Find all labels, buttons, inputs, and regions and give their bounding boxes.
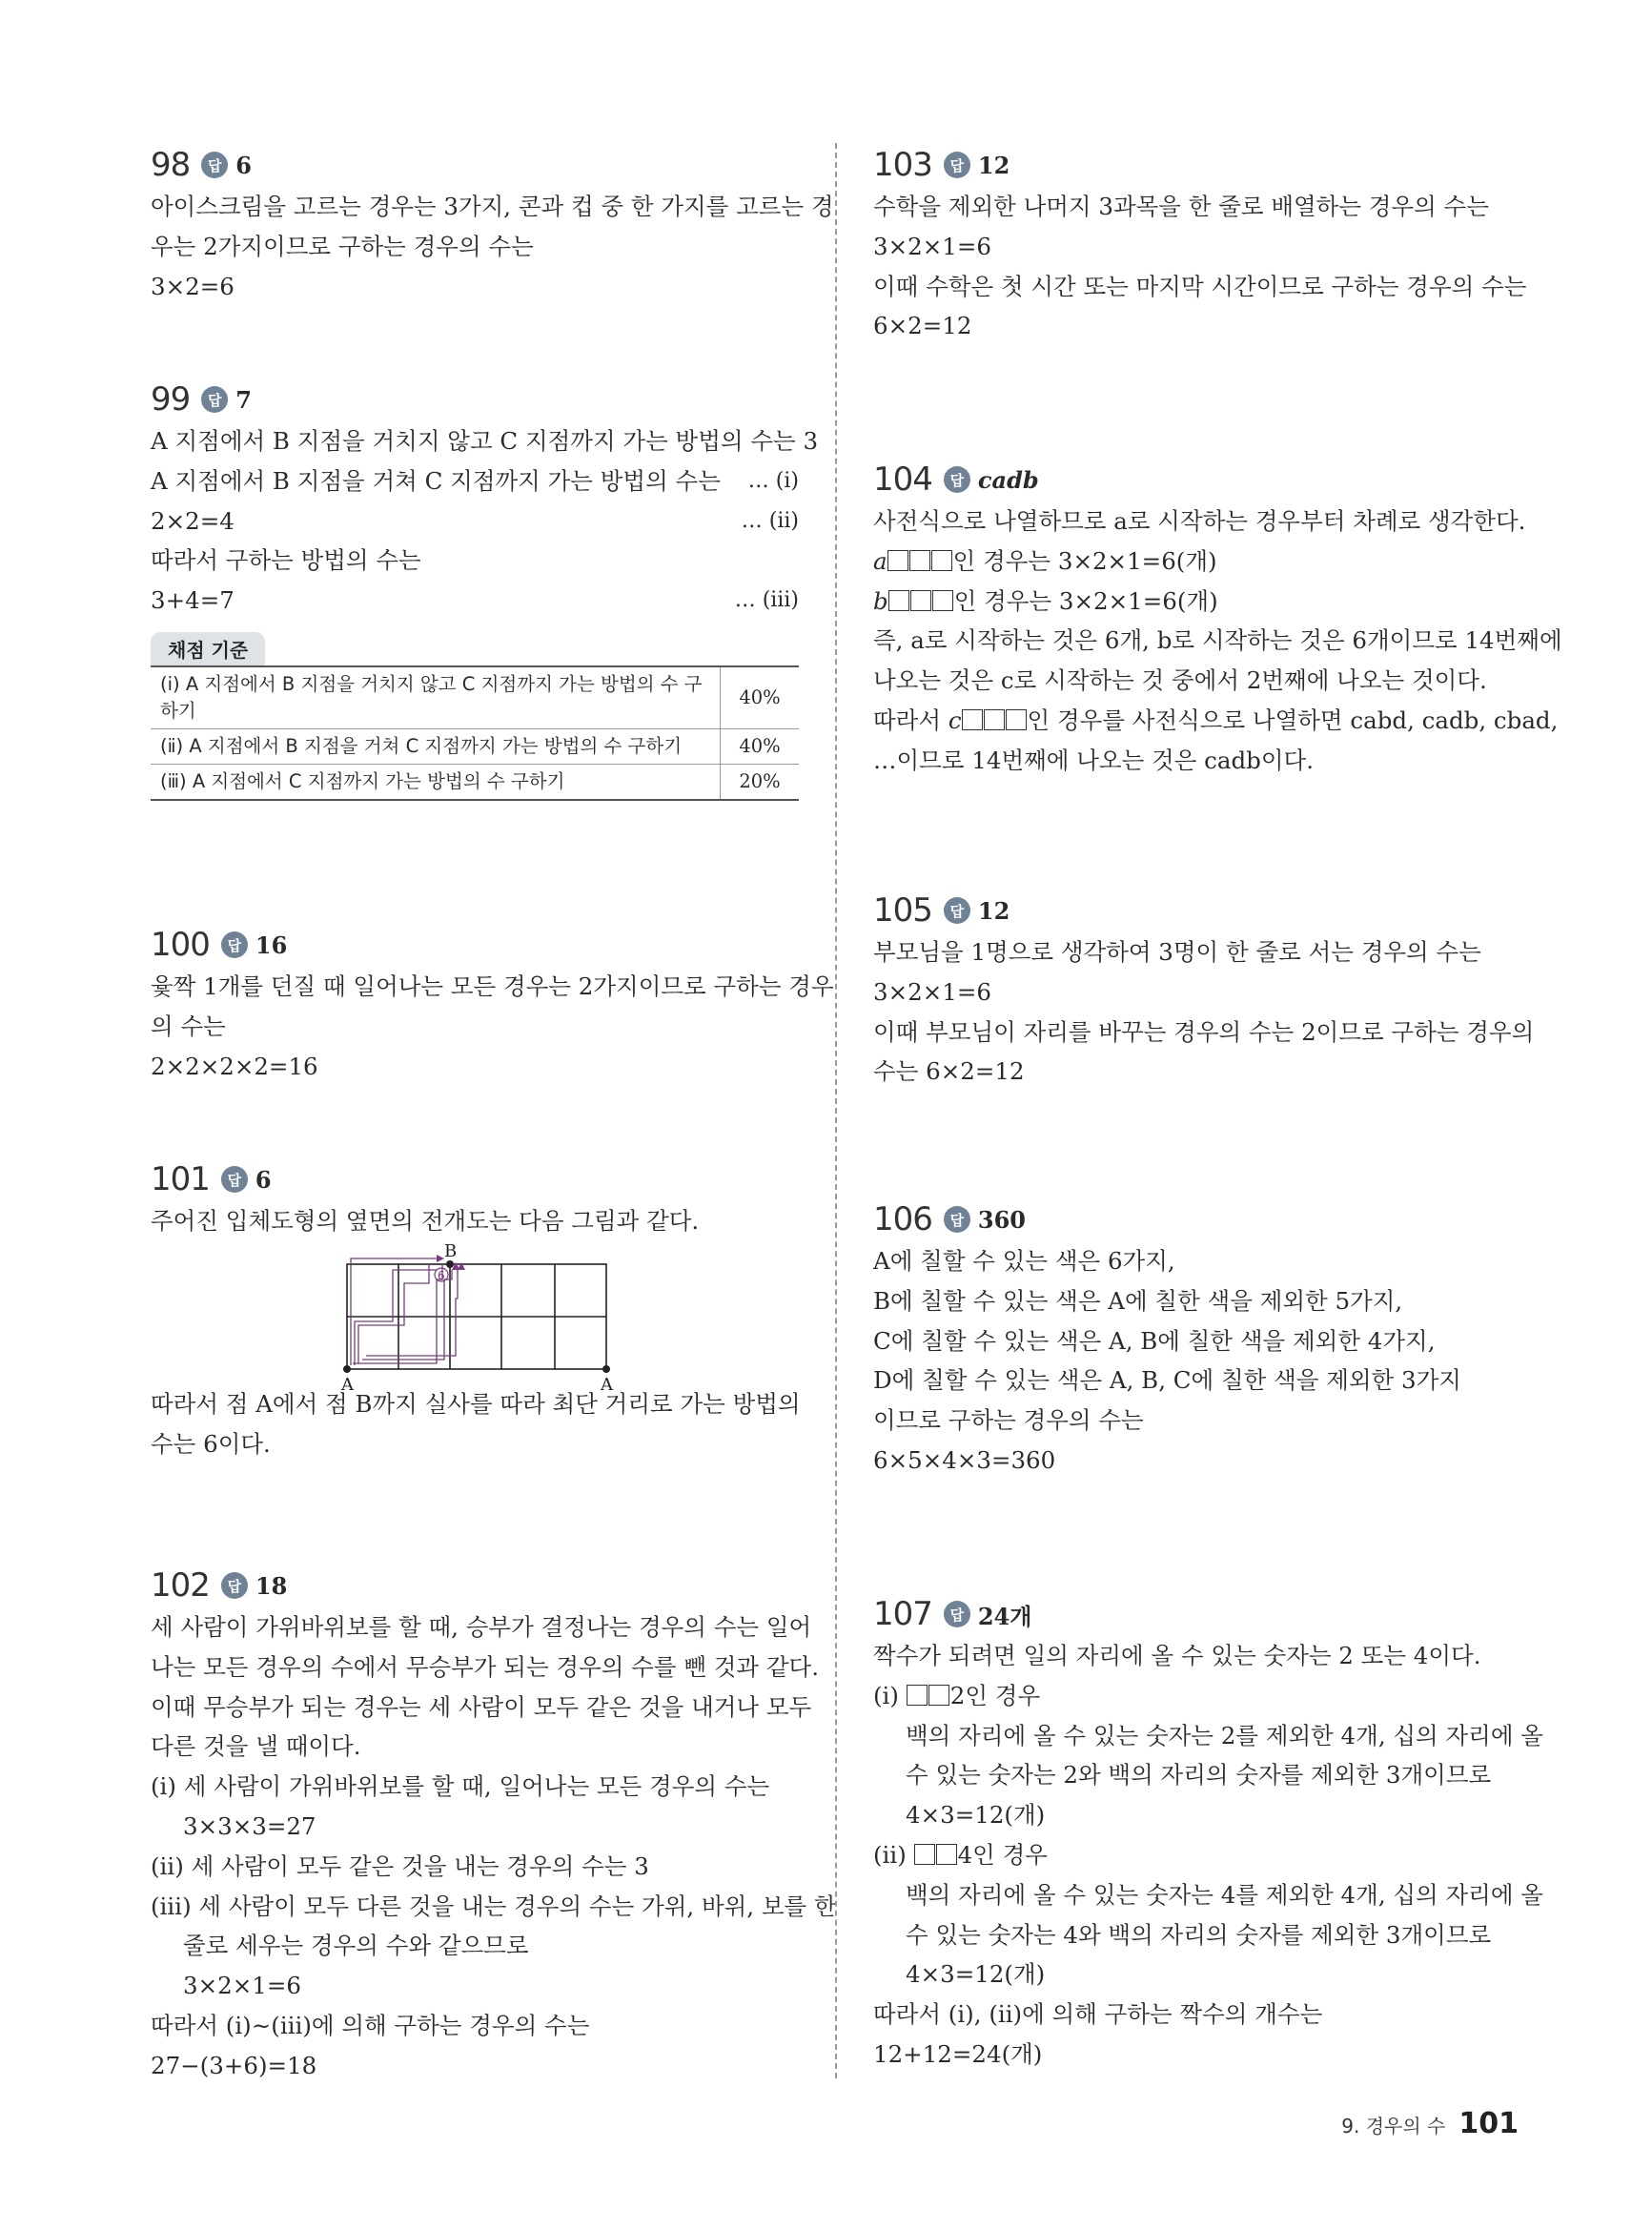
problem-header [873, 458, 1521, 501]
step-marker: … (ⅲ) [734, 588, 799, 613]
blank-box [928, 1685, 949, 1706]
solution-line: 따라서 c 인 경우를 사전식으로 나열하면 cabd, cadb, cbad, [873, 706, 1559, 734]
solution-line: 2×2=4 … (ⅱ) [151, 501, 799, 542]
problem-104 [873, 458, 1562, 781]
solution-line: 우는 2가지이므로 구하는 경우의 수는 [151, 232, 534, 260]
answer-value: 6 [235, 151, 252, 179]
problem-number: 98 [151, 146, 191, 184]
blank-box [962, 709, 983, 730]
solution-line: 12+12=24(개) [873, 2039, 1043, 2068]
solution-line: A 지점에서 B 지점을 거치지 않고 C 지점까지 가는 방법의 수는 3 [151, 427, 819, 455]
point-a-dot [343, 1365, 351, 1373]
criteria-percent: 40% [721, 728, 800, 764]
solution-line: 4×3=12(개) [906, 1801, 1046, 1830]
blank-box [887, 550, 908, 571]
solution-line: 윷짝 1개를 던질 때 일어나는 모든 경우는 2가지이므로 구하는 경우 [151, 972, 834, 1000]
solution-line: 백의 자리에 올 수 있는 숫자는 2를 제외한 4개, 십의 자리에 올 [906, 1721, 1543, 1749]
path-line [351, 1258, 437, 1365]
answer-value: 7 [235, 385, 252, 414]
answer-badge: 답 [201, 386, 228, 413]
problem-header [151, 378, 799, 421]
problem-header [151, 1157, 799, 1201]
answer-value: 18 [255, 1571, 288, 1600]
answer-value: 360 [977, 1205, 1027, 1234]
solution-line: A 지점에서 B 지점을 거쳐 C 지점까지 가는 방법의 수는 [151, 466, 721, 495]
answer-value: 12 [977, 896, 1010, 925]
solution-line: 이므로 구하는 경우의 수는 [873, 1406, 1144, 1435]
solution-line: 4×3=12(개) [906, 1960, 1046, 1989]
solution-line: 이때 무승부가 되는 경우는 세 사람이 모두 같은 것을 내거나 모두 [151, 1692, 812, 1721]
page-footer [1341, 2107, 1519, 2140]
table-row [151, 728, 799, 764]
problem-98 [151, 143, 834, 306]
problem-number: 106 [873, 1200, 932, 1238]
point-b-dot [446, 1260, 454, 1268]
solution-line: (ⅰ) 2인 경우 [873, 1681, 1041, 1709]
solution-line: (ⅱ) 세 사람이 모두 같은 것을 내는 경우의 수는 3 [151, 1852, 649, 1880]
grid-lines [347, 1264, 606, 1369]
point-a-right-dot [602, 1365, 610, 1373]
chapter-title: 9. 경우의 수 [1341, 2115, 1446, 2138]
label-b: B [444, 1240, 458, 1261]
problem-103 [873, 143, 1527, 346]
problem-number: 104 [873, 460, 932, 499]
blank-box [914, 1844, 935, 1865]
solution-line: 나오는 것은 c로 시작하는 것 중에서 2번째에 나오는 것이다. [873, 666, 1487, 695]
blank-box [936, 1844, 957, 1865]
solution-line: 수 있는 숫자는 2와 백의 자리의 숫자를 제외한 3개이므로 [906, 1761, 1492, 1790]
answer-badge: 답 [944, 152, 970, 178]
blank-box [984, 709, 1005, 730]
solution-line: 백의 자리에 올 수 있는 숫자는 4를 제외한 4개, 십의 자리에 올 [906, 1880, 1543, 1909]
solution-line: 아이스크림을 고르는 경우는 3가지, 콘과 컵 중 한 가지를 고르는 경 [151, 193, 834, 220]
solution-line: b 인 경우는 3×2×1=6(개) [873, 586, 1218, 615]
criteria-text: (ⅱ) A 지점에서 B 지점을 거쳐 C 지점까지 가는 방법의 수 구하기 [151, 728, 721, 764]
solution-line: a 인 경우는 3×2×1=6(개) [873, 546, 1217, 575]
solution-line: 의 수는 [151, 1012, 226, 1040]
arrow-head [437, 1255, 444, 1262]
solution-line: (ⅰ) 세 사람이 가위바위보를 할 때, 일어나는 모든 경우의 수는 [151, 1772, 770, 1801]
solution-line: 이때 부모님이 자리를 바꾸는 경우의 수는 2이므로 구하는 경우의 [873, 1017, 1535, 1046]
problem-100 [151, 923, 834, 1086]
problem-header [873, 1197, 1521, 1241]
blank-box [907, 1685, 928, 1706]
problem-header [873, 889, 1521, 932]
solution-line: 수는 6×2=12 [873, 1057, 1025, 1086]
problem-header [151, 143, 799, 187]
criteria-text: (ⅰ) A 지점에서 B 지점을 거치지 않고 C 지점까지 가는 방법의 수 구하기 [151, 666, 721, 729]
solution-line: A에 칠할 수 있는 색은 6가지, [873, 1247, 1175, 1275]
table-row [151, 764, 799, 800]
solution-line: 이때 수학은 첫 시간 또는 마지막 시간이므로 구하는 경우의 수는 [873, 272, 1527, 300]
solution-line: 3×2×1=6 [873, 232, 991, 260]
solution-line: 2×2×2×2=16 [151, 1052, 318, 1080]
solution-line: 나는 모든 경우의 수에서 무승부가 되는 경우의 수를 뺀 것과 같다. [151, 1652, 820, 1681]
answer-badge: 답 [944, 466, 970, 493]
blank-box [1006, 709, 1027, 730]
answer-badge: 답 [201, 152, 228, 178]
answer-badge: 답 [221, 1166, 248, 1193]
solution-line: 3×2×1=6 [183, 1972, 301, 2000]
solution-line: B에 칠할 수 있는 색은 A에 칠한 색을 제외한 5가지, [873, 1286, 1403, 1315]
page-number: 101 [1458, 2107, 1519, 2140]
blank-box [932, 590, 953, 611]
answer-badge: 답 [221, 1572, 248, 1599]
answer-value: 12 [977, 151, 1010, 179]
problem-101 [151, 1157, 799, 1463]
answer-badge: 답 [944, 1206, 970, 1233]
problem-106 [873, 1197, 1521, 1481]
grading-criteria [151, 632, 799, 801]
grading-criteria-table [151, 665, 799, 801]
answer-badge: 답 [221, 931, 248, 958]
label-a-right: A [601, 1374, 613, 1395]
path-line [355, 1270, 437, 1365]
solution-line: 3+4=7 … (ⅲ) [151, 581, 799, 621]
problem-header [151, 923, 799, 967]
net-grid-svg [151, 1240, 799, 1395]
net-diagram [151, 1240, 799, 1395]
problem-number: 103 [873, 146, 932, 184]
answer-value: 24개 [977, 1602, 1032, 1630]
solution-line: 6×2=12 [873, 312, 972, 340]
table-row [151, 666, 799, 729]
solution-line: (ⅲ) 세 사람이 모두 다른 것을 내는 경우의 수는 가위, 바위, 보를 한 [151, 1892, 837, 1920]
solution-line: 사전식으로 나열하므로 a로 시작하는 경우부터 차례로 생각한다. [873, 507, 1526, 535]
solution-line: …이므로 14번째에 나오는 것은 cadb이다. [873, 746, 1314, 774]
solution-line: D에 칠할 수 있는 색은 A, B, C에 칠한 색을 제외한 3가지 [873, 1366, 1461, 1395]
solution-line: 27−(3+6)=18 [151, 2051, 317, 2079]
problem-number: 99 [151, 380, 191, 419]
blank-box [888, 590, 909, 611]
column-divider [835, 143, 837, 2078]
solution-line: 수 있는 숫자는 4와 백의 자리의 숫자를 제외한 3개이므로 [906, 1920, 1492, 1949]
solution-line: 수는 6이다. [151, 1429, 271, 1458]
solution-line: 3×2×1=6 [873, 977, 991, 1006]
answer-badge: 답 [944, 897, 970, 924]
problem-107 [873, 1592, 1543, 2075]
solution-line: 3×3×3=27 [183, 1811, 316, 1840]
answer-badge: 답 [944, 1601, 970, 1627]
solution-line: 줄로 세우는 경우의 수와 같으므로 [183, 1932, 529, 1960]
solution-line: 6×5×4×3=360 [873, 1445, 1056, 1474]
problem-number: 101 [151, 1160, 210, 1198]
solution-line: 다른 것을 낼 때이다. [151, 1732, 361, 1761]
step-marker: … (ⅱ) [741, 508, 799, 533]
criteria-text: (ⅲ) A 지점에서 C 지점까지 가는 방법의 수 구하기 [151, 764, 721, 800]
grading-criteria-title: 채점 기준 [151, 632, 265, 665]
solution-line: 주어진 입체도형의 옆면의 전개도는 다음 그림과 같다. [151, 1207, 700, 1235]
solution-line: 3×2=6 [151, 272, 235, 300]
label-a: A [341, 1374, 354, 1395]
blank-box [931, 550, 952, 571]
answer-value: cadb [977, 465, 1039, 494]
problem-header [151, 1564, 799, 1607]
letter-a: a [873, 546, 887, 575]
criteria-percent: 40% [721, 666, 800, 729]
path-count-label: 6 [438, 1268, 445, 1282]
answer-value: 6 [255, 1165, 272, 1194]
solution-line: 세 사람이 가위바위보를 할 때, 승부가 결정나는 경우의 수는 일어 [151, 1613, 812, 1641]
step-marker: … (ⅰ) [747, 468, 799, 493]
problem-99 [151, 378, 819, 801]
problem-number: 105 [873, 891, 932, 930]
solution-line: C에 칠할 수 있는 색은 A, B에 칠한 색을 제외한 4가지, [873, 1326, 1436, 1355]
solution-line: 따라서 점 A에서 점 B까지 실사를 따라 최단 거리로 가는 방법의 [151, 1389, 801, 1418]
blank-box [909, 550, 930, 571]
answer-value: 16 [255, 931, 288, 959]
problem-105 [873, 889, 1535, 1092]
solution-line: 따라서 구하는 방법의 수는 [151, 546, 421, 575]
solution-line: (ⅱ) 4인 경우 [873, 1840, 1048, 1869]
criteria-percent: 20% [721, 764, 800, 800]
arrow-head [458, 1262, 465, 1270]
blank-box [910, 590, 931, 611]
solution-line: 따라서 (ⅰ), (ⅱ)에 의해 구하는 짝수의 개수는 [873, 2000, 1323, 2029]
problem-header [873, 143, 1521, 187]
problem-number: 107 [873, 1595, 932, 1633]
solution-line: 짝수가 되려면 일의 자리에 올 수 있는 숫자는 2 또는 4이다. [873, 1642, 1481, 1669]
problem-header [873, 1592, 1521, 1636]
problem-number: 100 [151, 926, 210, 964]
solution-line: 수학을 제외한 나머지 3과목을 한 줄로 배열하는 경우의 수는 [873, 193, 1489, 220]
letter-b: b [873, 586, 888, 615]
path-line [358, 1264, 429, 1363]
problem-number: 102 [151, 1566, 210, 1605]
letter-c: c [948, 706, 962, 734]
solution-line: 부모님을 1명으로 생각하여 3명이 한 줄로 서는 경우의 수는 [873, 938, 1481, 966]
solution-line: 즉, a로 시작하는 것은 6개, b로 시작하는 것은 6개이므로 14번째에 [873, 626, 1562, 655]
problem-102 [151, 1564, 837, 2086]
solution-line: 따라서 (ⅰ)~(ⅲ)에 의해 구하는 경우의 수는 [151, 2011, 590, 2039]
